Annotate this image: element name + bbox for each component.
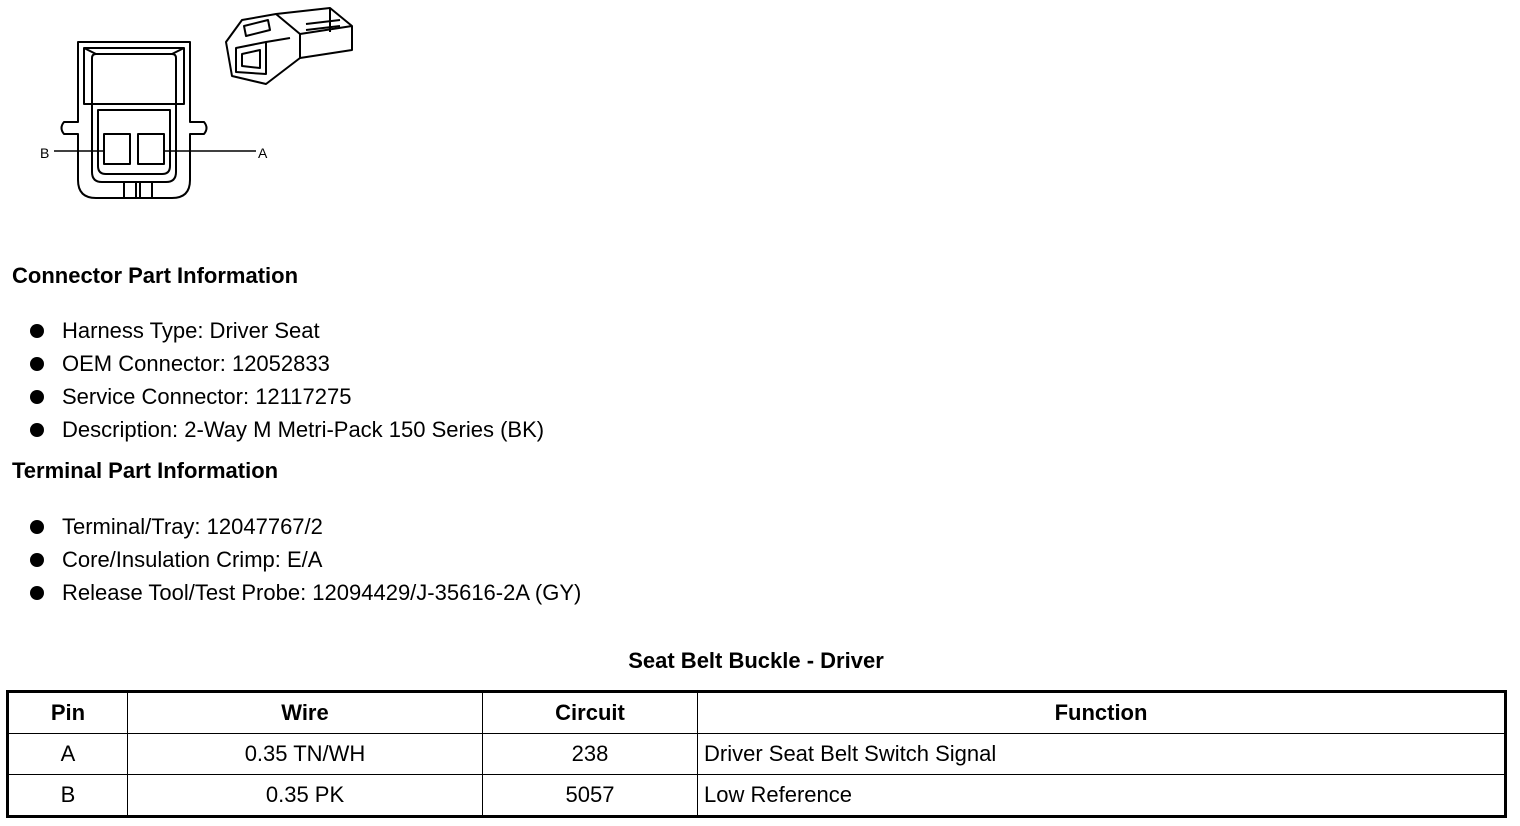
pin-label-a: A [258,145,268,161]
list-item-text: Core/Insulation Crimp: E/A [62,547,323,572]
bullet-icon [30,586,44,600]
pin-cell: B [8,775,128,817]
terminal-cavity-a [138,134,164,164]
function-cell: Driver Seat Belt Switch Signal [698,734,1506,775]
bullet-icon [30,324,44,338]
column-header-pin: Pin [8,692,128,734]
bullet-icon [30,357,44,371]
pin-label-b: B [40,145,50,161]
column-header-wire: Wire [128,692,483,734]
list-item [28,578,581,611]
bullet-icon [30,553,44,567]
column-header-circuit: Circuit [483,692,698,734]
list-item [28,512,581,545]
terminal-part-info-list [28,512,581,611]
list-item-text: Harness Type: Driver Seat [62,318,320,343]
wire-cell: 0.35 PK [128,775,483,817]
connector-top-window [84,48,184,104]
connector-face-drawing [0,0,400,220]
connector-part-info-list [28,316,544,448]
list-item [28,349,544,382]
table-row [8,775,1506,817]
bullet-icon [30,423,44,437]
terminal-cavity-b [104,134,130,164]
column-header-function: Function [698,692,1506,734]
bullet-icon [30,520,44,534]
list-item-text: Terminal/Tray: 12047767/2 [62,514,323,539]
wire-cell: 0.35 TN/WH [128,734,483,775]
list-item [28,415,544,448]
pin-cell: A [8,734,128,775]
list-item-text: Service Connector: 12117275 [62,384,352,409]
bullet-icon [30,390,44,404]
connector-isometric-drawing [226,8,352,84]
connector-diagram [0,0,400,220]
table-header-row [8,692,1506,734]
list-item-text: Description: 2-Way M Metri-Pack 150 Series (BK) [62,417,545,442]
list-item-text: OEM Connector: 12052833 [62,351,330,376]
circuit-cell: 5057 [483,775,698,817]
list-item-text: Release Tool/Test Probe: 12094429/J-35616-2A (GY) [62,580,582,605]
table-row [8,734,1506,775]
pin-table-caption: Seat Belt Buckle - Driver [628,648,884,673]
pin-table [6,690,1507,818]
list-item [28,382,544,415]
list-item [28,545,581,578]
list-item [28,316,544,349]
function-cell: Low Reference [698,775,1506,817]
connector-part-info-heading: Connector Part Information [12,263,299,288]
circuit-cell: 238 [483,734,698,775]
terminal-part-info-heading: Terminal Part Information [12,458,279,483]
